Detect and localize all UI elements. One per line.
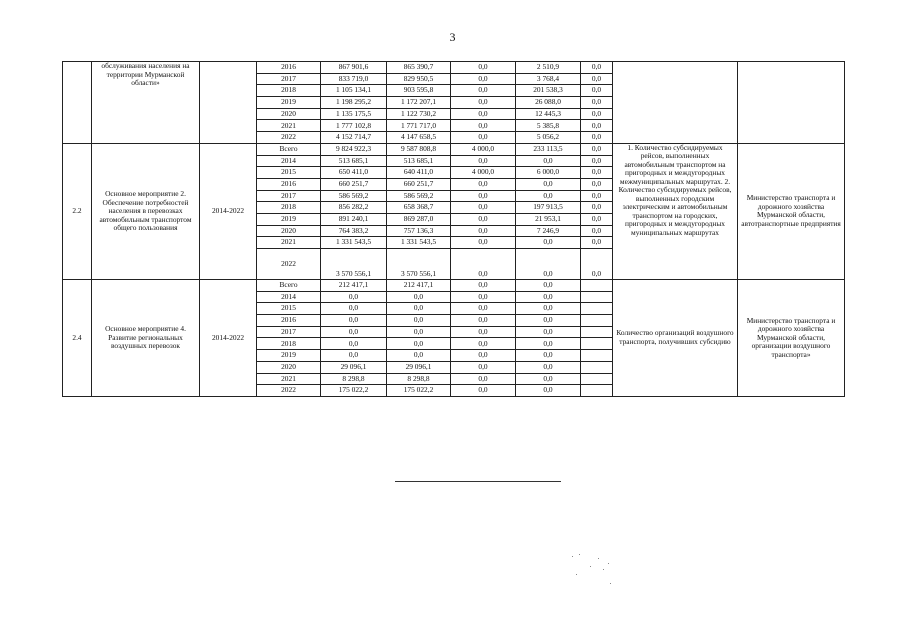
row-number-cell: 2.2 (63, 143, 92, 279)
local-budget-cell: 7 246,9 (516, 225, 581, 237)
other-sources-cell: 0,0 (581, 249, 613, 280)
total-cell: 1 105 134,1 (321, 85, 387, 97)
federal-budget-cell: 0,0 (451, 291, 516, 303)
year-cell: 2014 (257, 155, 321, 167)
total-cell: 175 022,2 (321, 385, 387, 397)
year-cell: 2022 (257, 385, 321, 397)
year-cell: 2019 (257, 350, 321, 362)
total-cell: 0,0 (321, 350, 387, 362)
year-cell: 2021 (257, 373, 321, 385)
federal-budget-cell: 0,0 (451, 326, 516, 338)
other-sources-cell: 0,0 (581, 108, 613, 120)
federal-budget-cell: 0,0 (451, 338, 516, 350)
year-cell: 2022 (257, 249, 321, 280)
total-cell: 513 685,1 (321, 155, 387, 167)
federal-budget-cell: 0,0 (451, 350, 516, 362)
total-cell: 0,0 (321, 326, 387, 338)
indicators-cell: Количество организаций воздушного транспорта, получивших субсидию (613, 280, 738, 397)
local-budget-cell: 0,0 (516, 155, 581, 167)
local-budget-cell: 0,0 (516, 291, 581, 303)
regional-budget-cell: 0,0 (387, 338, 451, 350)
row-number-cell: 2.4 (63, 280, 92, 397)
local-budget-cell: 0,0 (516, 373, 581, 385)
federal-budget-cell: 0,0 (451, 132, 516, 144)
year-cell: 2021 (257, 237, 321, 249)
total-cell: 891 240,1 (321, 213, 387, 225)
indicators-cell: 1. Количество субсидируемых рейсов, выполненных автомобильным транспортом на пригородных и междугородных межмуниципальных маршрутах. 2. Количество субсидируемых рейсов, выполненных городским электрическим и автомобильным транспортом на городских, пригородных и междугородных муниципальных маршрутах (613, 143, 738, 279)
regional-budget-cell: 1 331 543,5 (387, 237, 451, 249)
other-sources-cell: 0,0 (581, 143, 613, 155)
table-row (63, 280, 845, 292)
empty-cell (581, 291, 613, 303)
regional-budget-cell: 660 251,7 (387, 178, 451, 190)
year-cell: 2017 (257, 73, 321, 85)
federal-budget-cell: 4 000,0 (451, 167, 516, 179)
other-sources-cell: 0,0 (581, 155, 613, 167)
total-cell: 0,0 (321, 303, 387, 315)
period-cell: 2014-2022 (200, 280, 257, 397)
year-cell: 2018 (257, 85, 321, 97)
table-row (63, 143, 845, 155)
regional-budget-cell: 212 417,1 (387, 280, 451, 292)
other-sources-cell: 0,0 (581, 85, 613, 97)
regional-budget-cell: 4 147 658,5 (387, 132, 451, 144)
total-cell: 0,0 (321, 338, 387, 350)
federal-budget-cell: 0,0 (451, 190, 516, 202)
year-cell: 2017 (257, 326, 321, 338)
regional-budget-cell: 9 587 808,8 (387, 143, 451, 155)
empty-cell (581, 361, 613, 373)
regional-budget-cell: 3 570 556,1 (387, 249, 451, 280)
year-cell: 2016 (257, 315, 321, 327)
federal-budget-cell: 0,0 (451, 303, 516, 315)
local-budget-cell: 0,0 (516, 303, 581, 315)
regional-budget-cell: 869 287,0 (387, 213, 451, 225)
activity-description-cell: обслуживания населения на территории Мурманской области» (92, 62, 200, 144)
regional-budget-cell: 1 172 207,1 (387, 97, 451, 109)
federal-budget-cell: 0,0 (451, 225, 516, 237)
budget-table (62, 61, 845, 397)
regional-budget-cell: 8 298,8 (387, 373, 451, 385)
local-budget-cell: 0,0 (516, 178, 581, 190)
year-cell: 2022 (257, 132, 321, 144)
total-cell: 833 719,0 (321, 73, 387, 85)
regional-budget-cell: 513 685,1 (387, 155, 451, 167)
year-cell: 2020 (257, 108, 321, 120)
executor-cell (738, 62, 845, 144)
total-cell: 856 282,2 (321, 202, 387, 214)
total-cell: 212 417,1 (321, 280, 387, 292)
local-budget-cell: 0,0 (516, 338, 581, 350)
federal-budget-cell: 0,0 (451, 373, 516, 385)
other-sources-cell: 0,0 (581, 237, 613, 249)
table-row (63, 62, 845, 74)
federal-budget-cell: 0,0 (451, 385, 516, 397)
empty-cell (581, 315, 613, 327)
total-cell: 9 824 922,3 (321, 143, 387, 155)
federal-budget-cell: 0,0 (451, 120, 516, 132)
federal-budget-cell: 0,0 (451, 280, 516, 292)
empty-cell (581, 385, 613, 397)
federal-budget-cell: 0,0 (451, 202, 516, 214)
other-sources-cell: 0,0 (581, 120, 613, 132)
local-budget-cell: 21 953,1 (516, 213, 581, 225)
empty-cell (581, 326, 613, 338)
executor-cell: Министерство транспорта и дорожного хозяйства Мурманской области, автотранспортные предприятия (738, 143, 845, 279)
regional-budget-cell: 0,0 (387, 291, 451, 303)
regional-budget-cell: 640 411,0 (387, 167, 451, 179)
regional-budget-cell: 0,0 (387, 326, 451, 338)
year-cell: 2016 (257, 62, 321, 74)
indicators-cell (613, 62, 738, 144)
period-cell: 2014-2022 (200, 143, 257, 279)
regional-budget-cell: 0,0 (387, 350, 451, 362)
empty-cell (581, 280, 613, 292)
total-cell: 1 135 175,5 (321, 108, 387, 120)
federal-budget-cell: 0,0 (451, 97, 516, 109)
local-budget-cell: 0,0 (516, 190, 581, 202)
total-cell: 660 251,7 (321, 178, 387, 190)
other-sources-cell: 0,0 (581, 73, 613, 85)
federal-budget-cell: 0,0 (451, 62, 516, 74)
federal-budget-cell: 0,0 (451, 249, 516, 280)
local-budget-cell: 0,0 (516, 385, 581, 397)
activity-description-cell: Основное мероприятие 4. Развитие региональных воздушных перевозок (92, 280, 200, 397)
federal-budget-cell: 0,0 (451, 155, 516, 167)
local-budget-cell: 0,0 (516, 249, 581, 280)
total-cell: 1 777 102,8 (321, 120, 387, 132)
empty-cell (581, 373, 613, 385)
empty-cell (581, 338, 613, 350)
federal-budget-cell: 0,0 (451, 73, 516, 85)
regional-budget-cell: 903 595,8 (387, 85, 451, 97)
empty-cell (581, 303, 613, 315)
year-cell: 2018 (257, 338, 321, 350)
year-cell: 2015 (257, 303, 321, 315)
year-cell: 2019 (257, 213, 321, 225)
year-cell: 2020 (257, 225, 321, 237)
regional-budget-cell: 1 771 717,0 (387, 120, 451, 132)
federal-budget-cell: 4 000,0 (451, 143, 516, 155)
other-sources-cell: 0,0 (581, 202, 613, 214)
regional-budget-cell: 0,0 (387, 315, 451, 327)
regional-budget-cell: 175 022,2 (387, 385, 451, 397)
federal-budget-cell: 0,0 (451, 237, 516, 249)
total-cell: 0,0 (321, 291, 387, 303)
federal-budget-cell: 0,0 (451, 361, 516, 373)
local-budget-cell: 0,0 (516, 280, 581, 292)
other-sources-cell: 0,0 (581, 225, 613, 237)
federal-budget-cell: 0,0 (451, 85, 516, 97)
other-sources-cell: 0,0 (581, 97, 613, 109)
total-cell: 1 331 543,5 (321, 237, 387, 249)
empty-cell (581, 350, 613, 362)
executor-cell: Министерство транспорта и дорожного хозяйства Мурманской области, организации воздушного транспорта» (738, 280, 845, 397)
local-budget-cell: 0,0 (516, 350, 581, 362)
local-budget-cell: 12 445,3 (516, 108, 581, 120)
year-cell: 2018 (257, 202, 321, 214)
other-sources-cell: 0,0 (581, 132, 613, 144)
other-sources-cell: 0,0 (581, 62, 613, 74)
row-number-cell (63, 62, 92, 144)
regional-budget-cell: 29 096,1 (387, 361, 451, 373)
regional-budget-cell: 829 950,5 (387, 73, 451, 85)
other-sources-cell: 0,0 (581, 190, 613, 202)
total-cell: 650 411,0 (321, 167, 387, 179)
total-cell: 1 198 295,2 (321, 97, 387, 109)
regional-budget-cell: 586 569,2 (387, 190, 451, 202)
budget-table-body (63, 62, 845, 397)
local-budget-cell: 26 088,0 (516, 97, 581, 109)
total-cell: 586 569,2 (321, 190, 387, 202)
year-cell: 2014 (257, 291, 321, 303)
total-cell: 3 570 556,1 (321, 249, 387, 280)
end-divider-line (395, 481, 561, 482)
activity-description-cell: Основное мероприятие 2. Обеспечение потребностей населения в перевозках автомобильным транспортом общего пользования (92, 143, 200, 279)
local-budget-cell: 3 768,4 (516, 73, 581, 85)
year-cell: Всего (257, 280, 321, 292)
year-cell: 2016 (257, 178, 321, 190)
regional-budget-cell: 865 390,7 (387, 62, 451, 74)
other-sources-cell: 0,0 (581, 213, 613, 225)
year-cell: 2015 (257, 167, 321, 179)
year-cell: 2020 (257, 361, 321, 373)
scan-specks (570, 552, 610, 592)
regional-budget-cell: 757 136,3 (387, 225, 451, 237)
total-cell: 8 298,8 (321, 373, 387, 385)
year-cell: Всего (257, 143, 321, 155)
total-cell: 0,0 (321, 315, 387, 327)
total-cell: 4 152 714,7 (321, 132, 387, 144)
local-budget-cell: 5 385,8 (516, 120, 581, 132)
year-cell: 2019 (257, 97, 321, 109)
local-budget-cell: 2 510,9 (516, 62, 581, 74)
local-budget-cell: 6 000,0 (516, 167, 581, 179)
federal-budget-cell: 0,0 (451, 178, 516, 190)
local-budget-cell: 5 056,2 (516, 132, 581, 144)
year-cell: 2017 (257, 190, 321, 202)
regional-budget-cell: 658 368,7 (387, 202, 451, 214)
other-sources-cell: 0,0 (581, 178, 613, 190)
total-cell: 29 096,1 (321, 361, 387, 373)
total-cell: 867 901,6 (321, 62, 387, 74)
federal-budget-cell: 0,0 (451, 315, 516, 327)
regional-budget-cell: 1 122 730,2 (387, 108, 451, 120)
total-cell: 764 383,2 (321, 225, 387, 237)
local-budget-cell: 0,0 (516, 326, 581, 338)
local-budget-cell: 197 913,5 (516, 202, 581, 214)
year-cell: 2021 (257, 120, 321, 132)
local-budget-cell: 0,0 (516, 315, 581, 327)
period-cell (200, 62, 257, 144)
federal-budget-cell: 0,0 (451, 108, 516, 120)
federal-budget-cell: 0,0 (451, 213, 516, 225)
local-budget-cell: 0,0 (516, 237, 581, 249)
regional-budget-cell: 0,0 (387, 303, 451, 315)
local-budget-cell: 201 538,3 (516, 85, 581, 97)
page-number: 3 (449, 30, 456, 44)
local-budget-cell: 0,0 (516, 361, 581, 373)
local-budget-cell: 233 113,5 (516, 143, 581, 155)
other-sources-cell: 0,0 (581, 167, 613, 179)
